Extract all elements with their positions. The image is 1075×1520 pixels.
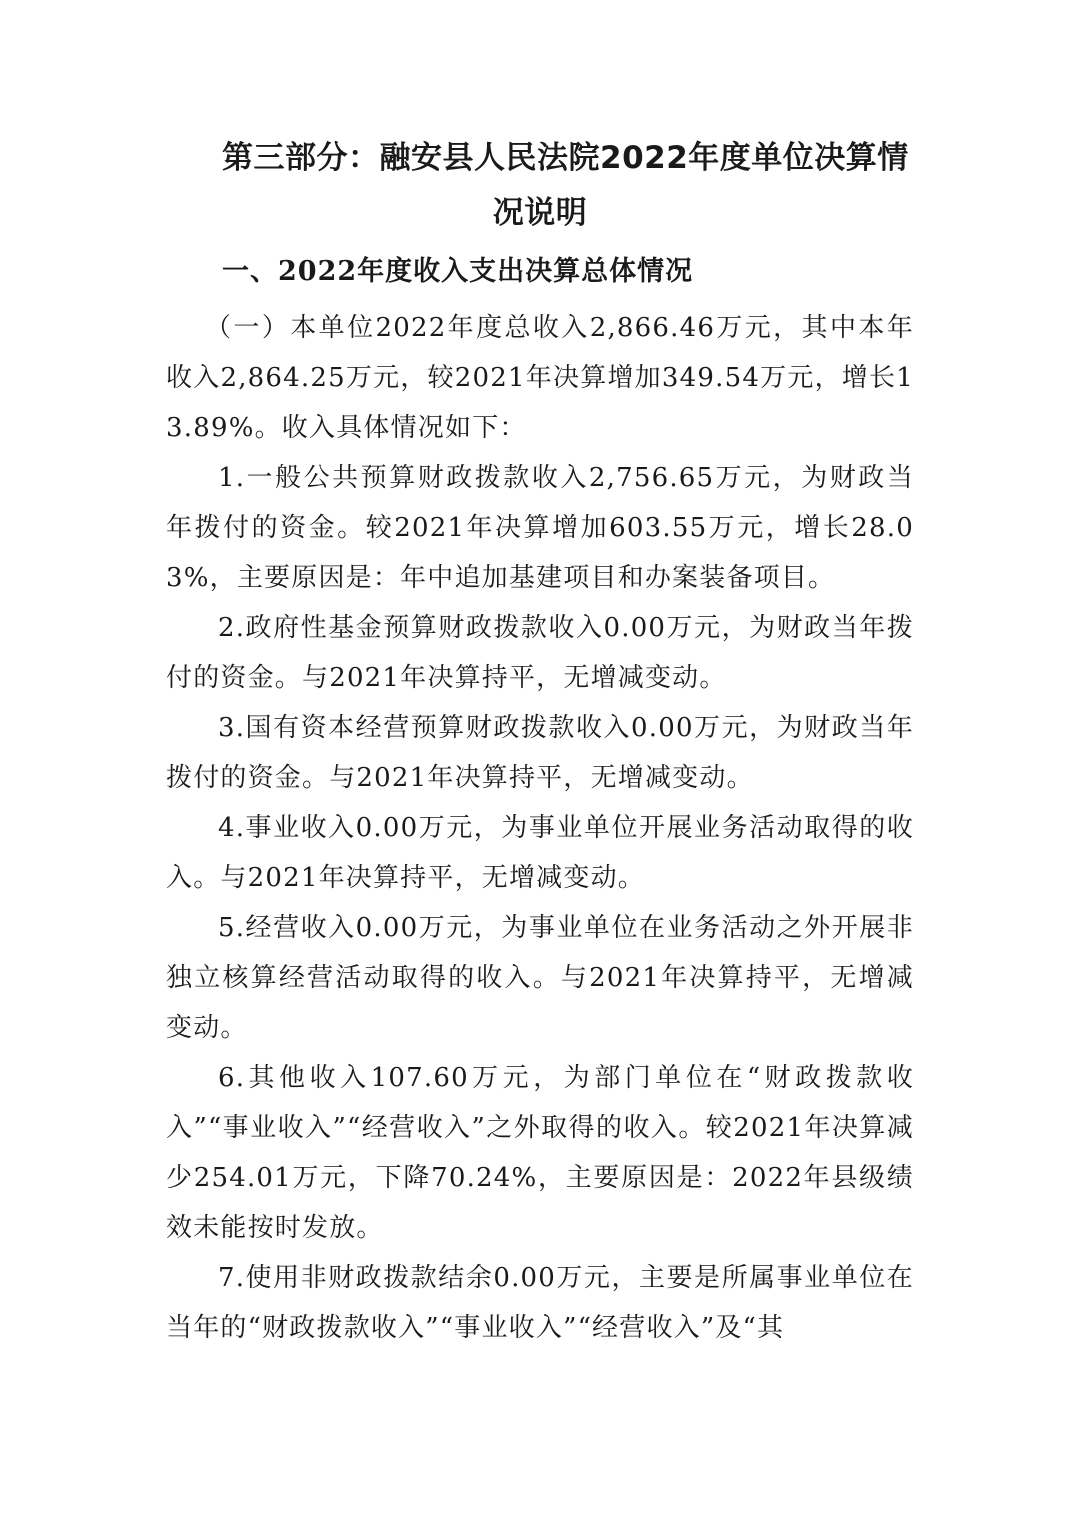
document-title-line-2: 况说明 [492,195,588,231]
paragraph-item-5: 5.经营收入0.00万元，为事业单位在业务活动之外开展非独立核算经营活动取得的收入。与2021年决算持平，无增减变动。 [166,913,914,1043]
paragraph-item-1: 1.一般公共预算财政拨款收入2,756.65万元，为财政当年拨付的资金。较2021年决算增加603.55万元，增长28.03%，主要原因是：年中追加基建项目和办案装备项目。 [166,463,914,593]
paragraph-item-6: 6.其他收入107.60万元，为部门单位在“财政拨款收入”“事业收入”“经营收入”之外取得的收入。较2021年决算减少254.01万元，下降70.24%，主要原因是：2022年县级绩效未能按时发放。 [166,1063,914,1243]
paragraph-item-7: 7.使用非财政拨款结余0.00万元，主要是所属事业单位在当年的“财政拨款收入”“事业收入”“经营收入”及“其 [166,1263,914,1343]
document-title-line-1: 第三部分：融安县人民法院2022年度单位决算情 [222,140,909,176]
paragraph-total-income: （一）本单位2022年度总收入2,866.46万元，其中本年收入2,864.25万元，较2021年决算增加349.54万元，增长13.89%。收入具体情况如下： [166,313,914,443]
paragraph-item-2: 2.政府性基金预算财政拨款收入0.00万元，为财政当年拨付的资金。与2021年决算持平，无增减变动。 [166,613,914,693]
paragraph-item-3: 3.国有资本经营预算财政拨款收入0.00万元，为财政当年拨付的资金。与2021年决算持平，无增减变动。 [166,713,914,793]
section-heading: 一、2022年度收入支出决算总体情况 [222,256,694,287]
paragraph-item-4: 4.事业收入0.00万元，为事业单位开展业务活动取得的收入。与2021年决算持平，无增减变动。 [166,813,914,893]
